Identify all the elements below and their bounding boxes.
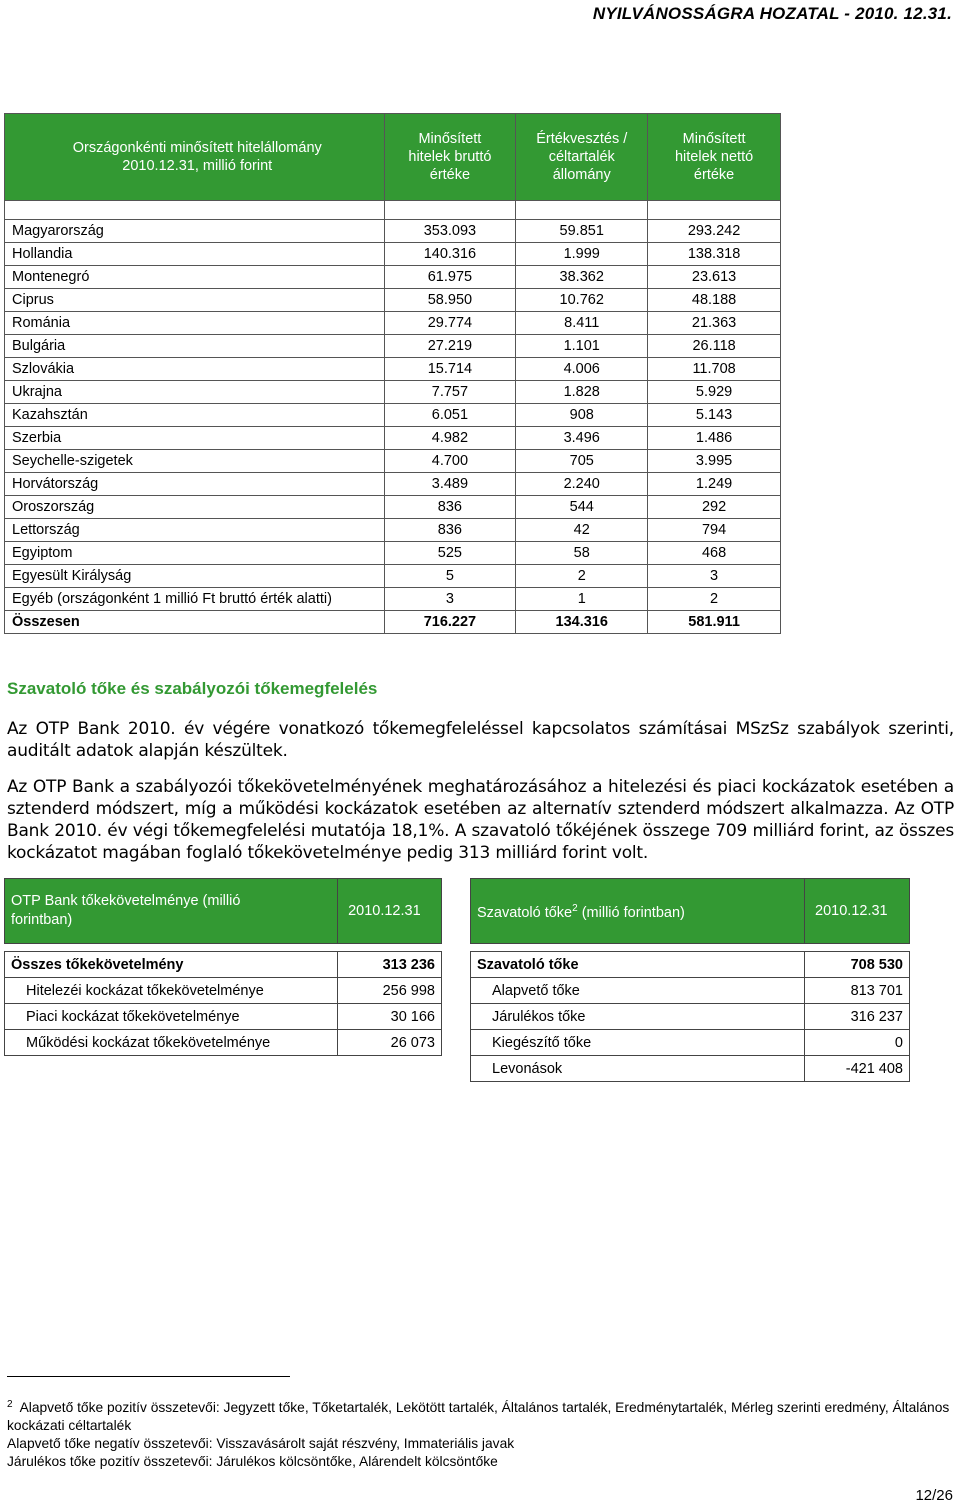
header-date: 2010.12.31: [338, 879, 442, 944]
header-label: Szavatoló tőke$^2$ (millió forintban): [471, 879, 805, 944]
page-number: 12/26: [915, 1487, 953, 1504]
table-row: Levonások -421 408: [471, 1056, 910, 1082]
own-funds-rows: [471, 978, 910, 1082]
table-row: Működési kockázat tőkekövetelménye 26 073: [5, 1030, 442, 1056]
paragraph-intro: Az OTP Bank 2010. év végére vonatkozó tőkemegfeleléssel kapcsolatos számításai MSzSz szabályok szerinti, auditált adatok alapján készültek.: [7, 719, 954, 761]
country-rows: [5, 220, 781, 611]
table-row: Szerbia 4.982 3.496 1.486: [5, 427, 781, 450]
table-row: Ukrajna 7.757 1.828 5.929: [5, 381, 781, 404]
table-header-row: [5, 114, 781, 201]
table-row: Hitelezéi kockázat tőkekövetelménye 256 998: [5, 978, 442, 1004]
col-header-impairment: Értékvesztés / céltartalék állomány: [516, 114, 648, 201]
footnote-marker: 2: [572, 903, 578, 915]
table-row: Egyiptom 525 58 468: [5, 542, 781, 565]
table-row: Piaci kockázat tőkekövetelménye 30 166: [5, 1004, 442, 1030]
capital-requirement-table: [4, 878, 442, 1056]
table-row: Horvátország 3.489 2.240 1.249: [5, 473, 781, 496]
table-row: Montenegró 61.975 38.362 23.613: [5, 266, 781, 289]
total-row: Összesen 716.227 134.316 581.911: [5, 611, 781, 634]
header-label: OTP Bank tőkekövetelménye (millió forintban): [5, 879, 338, 944]
spacer-row: [5, 201, 781, 220]
table-row: Járulékos tőke 316 237: [471, 1004, 910, 1030]
table-row: Lettország 836 42 794: [5, 519, 781, 542]
col-header-gross: Minősített hitelek bruttó értéke: [384, 114, 516, 201]
table-row: Hollandia 140.316 1.999 138.318: [5, 243, 781, 266]
section-title: Szavatoló tőke és szabályozói tőkemegfelelés: [7, 679, 378, 698]
table-row: Ciprus 58.950 10.762 48.188: [5, 289, 781, 312]
table-row: Bulgária 27.219 1.101 26.118: [5, 335, 781, 358]
table-row: Kazahsztán 6.051 908 5.143: [5, 404, 781, 427]
paragraph-method: Az OTP Bank a szabályozói tőkekövetelményének meghatározásához a hitelezési és piaci kockázatok esetében a sztenderd módszert, míg a működési kockázatok esetében az alternatív sztenderd módszert alkalmazza. Az OTP Bank 2010. év végi tőkemegfelelési mutatója 18,1%. A szavatoló tőkéjének összege 709 milliárd forint, az összes kockázatot magában foglaló tőkekövetelménye pedig 313 milliárd forint volt.: [7, 777, 954, 863]
header-date: 2010.12.31: [805, 879, 910, 944]
table-row: Seychelle-szigetek 4.700 705 3.995: [5, 450, 781, 473]
col-header-net: Minősített hitelek nettó értéke: [648, 114, 781, 201]
table-header-row: [5, 879, 442, 944]
total-row: Szavatoló tőke 708 530: [471, 952, 910, 978]
page-header: NYILVÁNOSSÁGRA HOZATAL - 2010. 12.31.: [592, 4, 952, 23]
footnote: $^2$ Alapvető tőke pozitív összetevői: Jegyzett tőke, Tőketartalék, Lekötött tartalék, Általános tartalék, Eredménytartalék, Mérleg szerinti eredmény, Általános kockázati céltartalék Alapvető tőke negatív összetevői: Visszavásárolt saját részvény, Immateriális javak Járulékos tőke pozitív összetevői: Járulékos kölcsöntőke, Alárendelt kölcsöntőke: [7, 1399, 950, 1469]
table-row: Egyéb (országonként 1 millió Ft bruttó érték alatti) 3 1 2: [5, 588, 781, 611]
table-row: Románia 29.774 8.411 21.363: [5, 312, 781, 335]
footnote-marker: 2: [7, 1399, 13, 1410]
table-row: Egyesült Királyság 5 2 3: [5, 565, 781, 588]
footnote-divider: [7, 1376, 290, 1377]
table-header-row: [471, 879, 910, 944]
table-title-cell: Országonkénti minősített hitelállomány 2010.12.31, millió forint: [5, 114, 385, 201]
total-row: Összes tőkekövetelmény 313 236: [5, 952, 442, 978]
requirement-rows: [5, 978, 442, 1056]
country-loan-table: [4, 113, 781, 634]
table-row: Oroszország 836 544 292: [5, 496, 781, 519]
table-row: Alapvető tőke 813 701: [471, 978, 910, 1004]
table-row: Magyarország 353.093 59.851 293.242: [5, 220, 781, 243]
table-row: Szlovákia 15.714 4.006 11.708: [5, 358, 781, 381]
own-funds-table: [470, 878, 910, 1082]
table-row: Kiegészítő tőke 0: [471, 1030, 910, 1056]
